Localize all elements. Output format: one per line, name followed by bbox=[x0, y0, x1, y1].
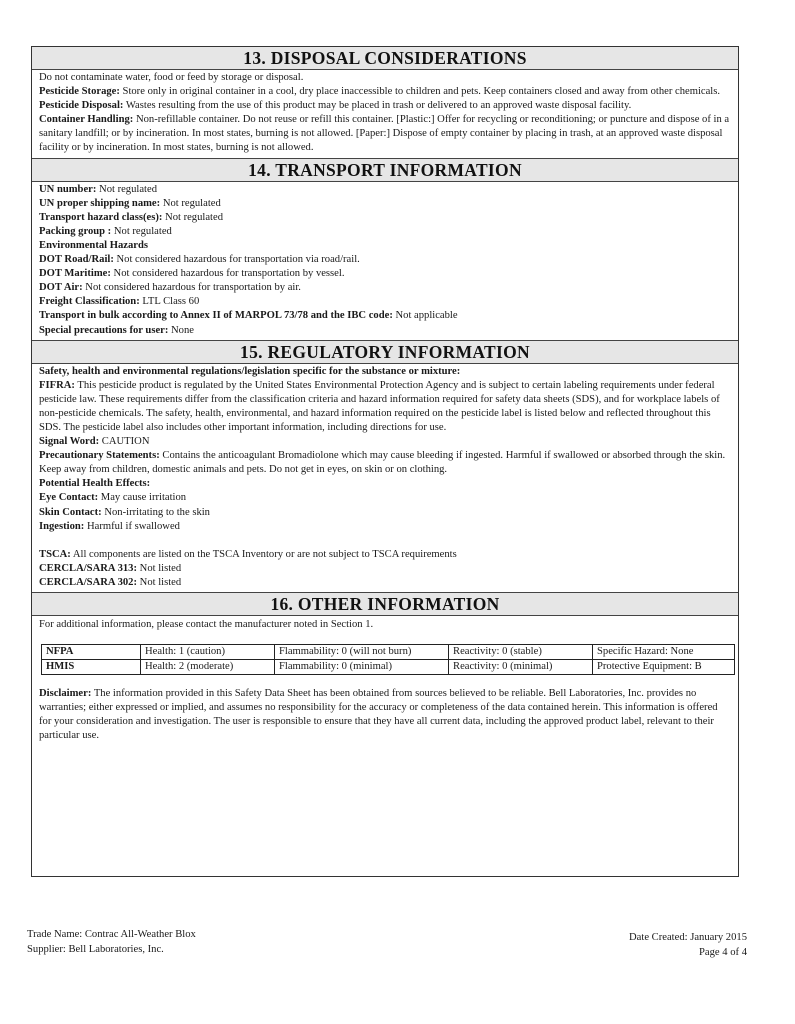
rating-extra: Specific Hazard: None bbox=[593, 645, 735, 660]
transport-row bbox=[39, 211, 731, 225]
transport-row-value: None bbox=[168, 324, 194, 336]
skin-contact-text: Non-irritating to the skin bbox=[101, 506, 210, 518]
skin-contact bbox=[39, 506, 731, 520]
container-handling bbox=[39, 113, 731, 155]
trade-name: Trade Name: Contrac All-Weather Blox bbox=[27, 929, 196, 940]
pesticide-storage-label: Pesticide Storage: bbox=[39, 86, 120, 98]
rating-health: Health: 2 (moderate) bbox=[141, 660, 275, 675]
eye-contact-text: May cause irritation bbox=[98, 492, 187, 504]
signal-word-label: Signal Word: bbox=[39, 436, 100, 448]
section-regulatory bbox=[32, 340, 738, 592]
section-13-body bbox=[32, 70, 738, 158]
transport-row bbox=[39, 267, 731, 281]
transport-row bbox=[39, 295, 731, 309]
ingestion-label: Ingestion: bbox=[39, 520, 85, 532]
footer-left bbox=[27, 927, 196, 957]
rating-system: HMIS bbox=[42, 660, 141, 675]
regulatory-intro: Safety, health and environmental regulations/legislation specific for the substance or mixture: bbox=[39, 365, 461, 377]
transport-row bbox=[39, 309, 731, 323]
cercla-302-text: Not listed bbox=[137, 576, 182, 588]
transport-row-value: Not applicable bbox=[392, 310, 458, 322]
section-14-title: 14. TRANSPORT INFORMATION bbox=[32, 158, 738, 182]
disclaimer-label: Disclaimer: bbox=[39, 688, 92, 700]
transport-row-label: DOT Maritime: bbox=[39, 268, 111, 280]
page-number: Page 4 of 4 bbox=[699, 947, 747, 958]
eye-contact bbox=[39, 491, 731, 505]
rating-health: Health: 1 (caution) bbox=[141, 645, 275, 660]
rating-reactivity: Reactivity: 0 (stable) bbox=[449, 645, 593, 660]
table-row bbox=[42, 660, 735, 675]
disclaimer bbox=[39, 687, 731, 743]
pesticide-disposal bbox=[39, 99, 731, 113]
transport-row-label: DOT Air: bbox=[39, 282, 83, 294]
precautionary-statements bbox=[39, 449, 731, 477]
transport-row-value: LTL Class 60 bbox=[139, 296, 200, 308]
skin-contact-label: Skin Contact: bbox=[39, 506, 102, 518]
transport-row-label: Packing group : bbox=[39, 225, 112, 237]
transport-row-label: Environmental Hazards bbox=[39, 239, 148, 251]
cercla-313 bbox=[39, 562, 731, 576]
section-16-title: 16. OTHER INFORMATION bbox=[32, 592, 738, 616]
health-effects-heading: Potential Health Effects: bbox=[39, 478, 151, 490]
fifra-label: FIFRA: bbox=[39, 379, 75, 391]
tsca-label: TSCA: bbox=[39, 548, 71, 560]
supplier: Supplier: Bell Laboratories, Inc. bbox=[27, 944, 164, 955]
cercla-302 bbox=[39, 576, 731, 590]
section-transport bbox=[32, 158, 738, 340]
transport-row-value: Not regulated bbox=[96, 183, 157, 195]
rating-system: NFPA bbox=[42, 645, 141, 660]
disclaimer-text: The information provided in this Safety Data Sheet has been obtained from sources believed to be reliable. Bell Laboratories, Inc. provides no warranties; either expressed or implied, and assumes no responsibility for the accuracy or completeness of the data contained herein. This information is offered for your consideration and investigation. The user is responsible to ensure that they have all current data, including the approved product label, relevant to their particular use. bbox=[39, 688, 718, 742]
contact-note: For additional information, please contact the manufacturer noted in Section 1. bbox=[39, 619, 374, 630]
transport-row-label: Transport hazard class(es): bbox=[39, 211, 163, 223]
tsca bbox=[39, 548, 731, 562]
cercla-313-label: CERCLA/SARA 313: bbox=[39, 562, 138, 574]
transport-row-label: UN number: bbox=[39, 183, 97, 195]
rating-extra: Protective Equipment: B bbox=[593, 660, 735, 675]
signal-word-text: CAUTION bbox=[99, 436, 150, 448]
transport-row bbox=[39, 225, 731, 239]
fifra-text: This pesticide product is regulated by the United States Environmental Protection Agency and is subject to certain labeling requirements under federal pesticide law. These requirements differ from the classification criteria and hazard information required for safety data sheets (SDS), and for workplace labels of non-pesticide chemicals. The safety, health, environmental, and hazard information required on the pesticide label is listed below and reflected throughout this SDS. The pesticide label also includes other important information, including directions for use. bbox=[39, 379, 720, 433]
tsca-text: All components are listed on the TSCA Inventory or are not subject to TSCA requirements bbox=[70, 548, 457, 560]
transport-row-value: Not considered hazardous for transportation by vessel. bbox=[110, 268, 345, 280]
section-other bbox=[32, 592, 738, 745]
cercla-302-label: CERCLA/SARA 302: bbox=[39, 576, 138, 588]
pesticide-storage bbox=[39, 85, 731, 99]
section-15-body bbox=[32, 364, 738, 592]
transport-row-value: Not regulated bbox=[162, 211, 223, 223]
pesticide-disposal-label: Pesticide Disposal: bbox=[39, 100, 124, 112]
transport-row-value: Not regulated bbox=[111, 225, 172, 237]
section-14-body bbox=[32, 182, 738, 340]
transport-row bbox=[39, 253, 731, 267]
transport-row-label: Freight Classification: bbox=[39, 296, 140, 308]
table-row bbox=[42, 645, 735, 660]
section-15-title: 15. REGULATORY INFORMATION bbox=[32, 340, 738, 364]
rating-reactivity: Reactivity: 0 (minimal) bbox=[449, 660, 593, 675]
container-handling-label: Container Handling: bbox=[39, 114, 134, 126]
transport-row bbox=[39, 239, 731, 253]
transport-row bbox=[39, 324, 731, 338]
rating-flammability: Flammability: 0 (will not burn) bbox=[275, 645, 449, 660]
section-13-title: 13. DISPOSAL CONSIDERATIONS bbox=[32, 47, 738, 70]
transport-row bbox=[39, 197, 731, 211]
transport-row-label: Special precautions for user: bbox=[39, 324, 169, 336]
transport-row-label: DOT Road/Rail: bbox=[39, 254, 114, 266]
spacer bbox=[39, 534, 731, 548]
ingestion bbox=[39, 520, 731, 534]
transport-row bbox=[39, 281, 731, 295]
hazard-ratings-table bbox=[41, 644, 735, 675]
ingestion-text: Harmful if swallowed bbox=[84, 520, 180, 532]
signal-word bbox=[39, 435, 731, 449]
transport-row-value: Not considered hazardous for transportation by air. bbox=[82, 282, 301, 294]
footer-right bbox=[629, 930, 747, 960]
transport-row bbox=[39, 183, 731, 197]
date-created: Date Created: January 2015 bbox=[629, 932, 747, 943]
transport-row-label: Transport in bulk according to Annex II of MARPOL 73/78 and the IBC code: bbox=[39, 310, 393, 322]
fifra-paragraph bbox=[39, 379, 731, 435]
transport-row-value: Not considered hazardous for transportation via road/rail. bbox=[113, 254, 360, 266]
pesticide-storage-text: Store only in original container in a cool, dry place inaccessible to children and pets. Keep containers closed and away from other chemicals. bbox=[119, 86, 721, 98]
section-disposal bbox=[32, 47, 738, 158]
container-handling-text: Non-refillable container. Do not reuse or refill this container. [Plastic:] Offer for recycling or reconditioning; or puncture and dispose of in a sanitary landfill; or by incineration. In most states, burning is not allowed. [Paper:] Dispose of empty container by placing in trash, at an approved waste disposal facility or by incineration. In most states, burning is not allowed. bbox=[39, 114, 730, 154]
rating-flammability: Flammability: 0 (minimal) bbox=[275, 660, 449, 675]
sds-page-frame bbox=[31, 46, 739, 877]
section-16-body bbox=[32, 616, 738, 745]
precautionary-label: Precautionary Statements: bbox=[39, 450, 160, 462]
disposal-general: Do not contaminate water, food or feed by storage or disposal. bbox=[39, 72, 304, 83]
transport-row-value: Not regulated bbox=[160, 197, 221, 209]
cercla-313-text: Not listed bbox=[137, 562, 182, 574]
precautionary-text: Contains the anticoagulant Bromadiolone which may cause bleeding if ingested. Harmful if swallowed or absorbed through the skin. Keep away from children, domestic animals and pets. Do not get in eyes, on skin or on clothing. bbox=[39, 450, 726, 476]
pesticide-disposal-text: Wastes resulting from the use of this product may be placed in trash or delivered to an approved waste disposal facility. bbox=[123, 100, 632, 112]
transport-row-label: UN proper shipping name: bbox=[39, 197, 161, 209]
eye-contact-label: Eye Contact: bbox=[39, 492, 99, 504]
